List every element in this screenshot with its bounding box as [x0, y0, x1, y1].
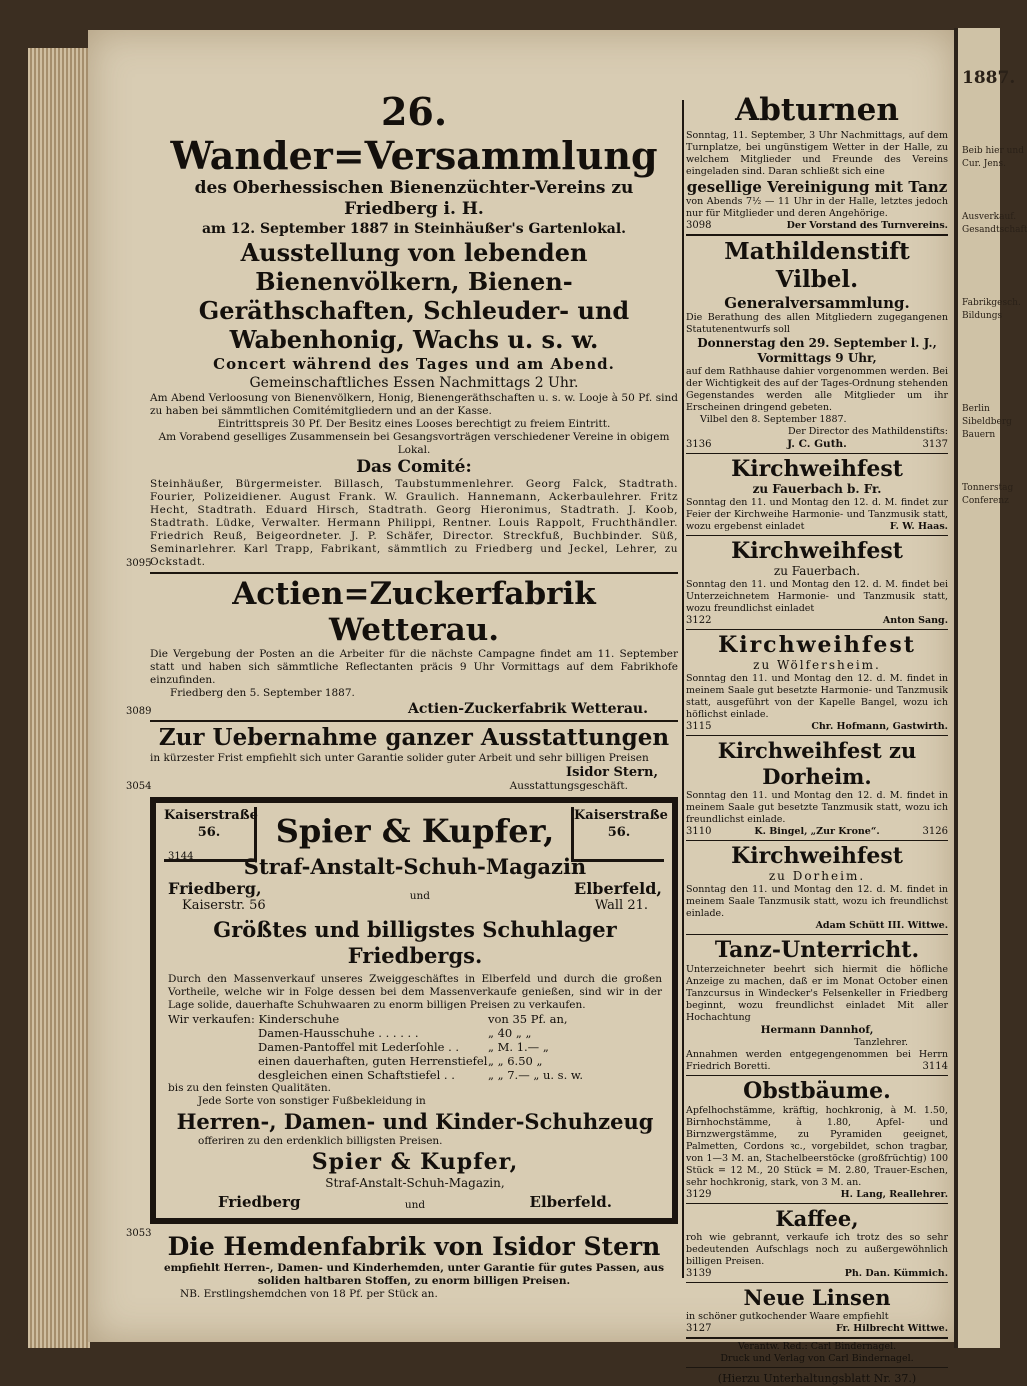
ad-place: zu Fauerbach.	[773, 564, 861, 578]
next-page-fragment: Tonnerstag	[962, 483, 1014, 493]
ad-headline: Kaffee,	[775, 1206, 859, 1231]
ad-line: des Oberhessischen Bienenzüchter-Vereins zu Friedberg i. H.	[194, 178, 634, 219]
price-row	[168, 1012, 662, 1026]
ad-headline: Die Hemdenfabrik von Isidor Stern	[167, 1232, 661, 1261]
divider	[686, 234, 948, 236]
price-value: „ M. 1.— „	[488, 1040, 549, 1054]
ad-text: in kürzester Frist empfiehlt sich unter Garantie solider guter Arbeit und sehr billigen Preisen	[150, 752, 649, 764]
ad-headline: Kirchweihfest zu Dorheim.	[717, 738, 917, 789]
left-column	[126, 89, 678, 1301]
next-page-fragment: Beib hier und	[962, 146, 1024, 156]
divider	[686, 1337, 948, 1339]
imprint	[686, 1341, 948, 1386]
ad-headline: Kirchweihfest	[731, 538, 903, 564]
ad-kaffee	[686, 1206, 948, 1280]
next-page-fragment: Cur. Jens.	[962, 159, 1006, 169]
address-frame	[164, 807, 257, 862]
price-item: desgleichen einen Schaftstiefel . .	[258, 1068, 455, 1082]
divider	[150, 720, 678, 722]
ad-subheadline: Ausstellung von lebenden Bienenvölkern, Bienen-Geräthschaften, Schleuder- und Wabenhonig, Wachs u. s. w.	[198, 238, 630, 354]
ad-subheadline: Herren-, Damen- und Kinder-Schuhzeug	[176, 1109, 654, 1134]
ad-spier-kupfer	[150, 797, 678, 1224]
ad-text: offeriren zu den erdenklich billigsten Preisen.	[198, 1135, 443, 1147]
city-left: Friedberg	[218, 1193, 301, 1211]
price-row	[168, 1026, 662, 1040]
address-label: Kaiserstraße	[574, 808, 668, 823]
ad-text: von Abends 7½ — 11 Uhr in der Halle, letztes jedoch nur für Mitglieder und deren Angehörige.	[686, 196, 948, 219]
supplement-note: (Hierzu Unterhaltungsblatt Nr. 37.)	[717, 1372, 917, 1385]
next-page-fragment: Fabrikgesch.	[962, 298, 1021, 308]
ad-headline: Abturnen	[735, 92, 899, 128]
ad-text: Ausstattungsgeschäft.	[509, 780, 628, 792]
divider	[150, 572, 678, 574]
ad-number: 3139	[686, 1268, 712, 1279]
address-left: Kaiserstr. 56	[182, 898, 266, 913]
next-page-fragment: Bildungs	[962, 311, 1003, 321]
ad-text: Am Abend Verloosung von Bienenvölkern, Honig, Bienengeräthschaften u. s. w. Looje à 50 Pf. sind zu haben bei sämmtlichen Comitémitgliedern und an der Kasse.	[150, 392, 678, 417]
imprint-print: Druck und Verlag von Carl Bindernagel.	[720, 1353, 914, 1364]
ad-number: 3144	[168, 851, 194, 862]
ad-text: Durch den Massenverkauf unseres Zweiggeschäftes in Elberfeld und durch die großen Vortheile, welche wir in Folge dessen bei dem Massenverkaufe genießen, sind wir in der Lage solide, dauerhafte Schuhwaaren zu enorm billigen Preisen zu verkaufen.	[168, 973, 662, 1011]
ad-hemdenfabrik	[126, 1228, 678, 1301]
divider	[686, 629, 948, 630]
address-number: 56.	[607, 825, 631, 840]
ad-mathildenstift	[686, 238, 948, 451]
ad-zuckerfabrik	[126, 576, 678, 718]
ad-signature: Der Vorstand des Turnvereins.	[786, 220, 948, 231]
next-page-fragment: Sibeldberg	[962, 417, 1012, 427]
ad-headline: Kirchweihfest	[731, 456, 903, 482]
price-row	[168, 1040, 662, 1054]
ad-headline: Actien=Zuckerfabrik Wetterau.	[232, 576, 596, 648]
price-value: von 35 Pf. an,	[488, 1012, 568, 1026]
ad-place: zu Wölfersheim.	[753, 658, 881, 672]
address-number: 56.	[197, 825, 221, 840]
ad-text: in schöner gutkochender Waare empfiehlt	[686, 1311, 889, 1322]
ad-number: 3098	[686, 220, 712, 231]
price-row	[168, 1054, 662, 1068]
ad-number: 3136	[686, 439, 712, 450]
ad-headline: 26. Wander=Versammlung	[170, 89, 658, 178]
price-item: Damen-Pantoffel mit Lederſohle . .	[258, 1040, 460, 1054]
price-item: Damen-Hausschuhe . . . . . .	[258, 1026, 419, 1040]
ad-text: Tanzlehrer.	[854, 1037, 908, 1048]
ad-text: Sonntag den 11. und Montag den 12. d. M. findet in meinem Saale gut besetzte Tanzmusik statt, wozu ich freundlichst einlade.	[686, 790, 948, 825]
ad-subheadline: gesellige Vereinigung mit Tanz	[686, 178, 948, 196]
ad-text: Am Vorabend geselliges Zusammensein bei Gesangsvorträgen verschiedener Vereine in obigem Lokal.	[158, 431, 670, 456]
ad-text: Eintrittspreis 30 Pf. Der Besitz eines Looses berechtigt zu freiem Eintritt.	[217, 418, 611, 430]
ad-number: 3115	[686, 721, 712, 732]
next-page-fragment: Gesandtschaft	[962, 225, 1027, 235]
ad-place: zu Fauerbach b. Fr.	[752, 482, 882, 496]
ad-number: 3110	[686, 826, 712, 837]
ad-headline: Zur Uebernahme ganzer Ausstattungen	[158, 724, 670, 751]
ad-subheadline: Straf-Anstalt-Schuh-Magazin	[243, 854, 587, 879]
ad-text: Steinhäußer, Bürgermeister. Billasch, Taubstummenlehrer. Georg Falck, Stadtrath. Fourier, Polizeidiener. August Frank. W. Graulich. Hannemann, Ackerbaulehrer. Fritz Hecht, Stadtrath. Eduard Hirsch, Stadtrath. Georg Hieronimus, Stadtrath. J. Koob, Stadtrath. Lüdke, Verwalter. Hermann Philippi, Rentner. Louis Rappolt, Fruchthändler. Friedrich Reuß, Beigeordneter. J. P. Schäfer, Director. Streckfuß, Buchbinder. Süß, Seminarlehrer. Karl Trapp, Fabrikant, sämmtlich zu Friedberg und Jeckel, Lehrer, zu Ockstadt.	[150, 478, 678, 568]
divider	[686, 735, 948, 736]
ad-signature: Actien-Zuckerfabrik Wetterau.	[408, 701, 648, 717]
divider	[686, 840, 948, 841]
next-page-fragment: Bauern	[962, 430, 996, 440]
ad-text: Unterzeichneter beehrt sich hiermit die höfliche Anzeige zu machen, daß er im Monat October einen Tanzcursus in Windecker's Felsenkeller in Friedberg beginnt, wozu freundlichst einladet Mit aller Hochachtung	[686, 964, 948, 1023]
next-page-year: 1887.	[962, 68, 1016, 88]
ad-kirchweihfest-woelfersheim	[686, 632, 948, 733]
ad-signature: K. Bingel, „Zur Krone“.	[754, 826, 880, 837]
ad-headline: Neue Linsen	[743, 1285, 891, 1310]
ad-signature: H. Lang, Reallehrer.	[840, 1189, 948, 1200]
ad-number: 3122	[686, 615, 712, 626]
ad-text: Vilbel den 8. September 1887.	[700, 414, 847, 425]
ad-text: empfiehlt Herren-, Damen- und Kinderhemden, unter Garantie für gutes Passen, aus soliden haltbaren Stoffen, zu enorm billigen Preisen.	[163, 1262, 665, 1287]
ad-text: Friedberg den 5. September 1887.	[170, 687, 355, 699]
ad-text: Sonntag den 11. und Montag den 12. d. M. findet in meinem Saale gut besetzte Harmonie- und Tanzmusik statt, ausgeführt von der Kapelle Bangel, wozu ich höflichst einlade.	[686, 673, 948, 720]
divider	[686, 1203, 948, 1204]
ad-signature: Spier & Kupfer,	[311, 1149, 519, 1175]
ad-number: 3127	[686, 1323, 712, 1334]
ad-ausstattungen	[126, 724, 678, 793]
ad-signature: Chr. Hofmann, Gastwirth.	[811, 721, 948, 732]
ad-neue-linsen	[686, 1285, 948, 1335]
ad-number: 3089	[126, 706, 152, 717]
price-value: „ „ 7.— „ u. s. w.	[488, 1068, 584, 1082]
divider	[686, 934, 948, 935]
price-intro: Wir verkaufen: Kinderschuhe	[168, 1012, 340, 1026]
ad-text: roh wie gebrannt, verkaufe ich trotz des so sehr bedeutenden Aufschlags noch zu außergewöhnlich billigen Preisen.	[686, 1232, 948, 1267]
ad-headline: Mathildenstift Vilbel.	[724, 238, 910, 293]
column-rule	[682, 100, 684, 1278]
ad-text: bis zu den feinsten Qualitäten.	[168, 1082, 331, 1094]
ad-text: Sonntag den 11. und Montag den 12. d. M. findet zur Feier der Kirchweihe Harmonie- und Tanzmusik statt, wozu ergebenst einladet	[686, 497, 948, 532]
ad-kirchweihfest-fauerbach-bfr	[686, 456, 948, 533]
and-text: und	[409, 889, 430, 902]
ad-signature: F. W. Haas.	[889, 521, 948, 532]
address-right: Wall 21.	[594, 898, 648, 913]
ad-place: zu Dorheim.	[768, 869, 866, 883]
price-row	[168, 1068, 662, 1082]
ad-number: 3095	[126, 558, 152, 569]
ad-text: Annahmen werden entgegengenommen bei Herrn Friedrich Boretti.	[686, 1049, 948, 1072]
next-page-fragment: Berlin	[962, 404, 990, 414]
ad-text: auf dem Rathhause dahier vorgenommen werden. Bei der Wichtigkeit des auf der Tages-Ordnung stehenden Gegenstandes werden alle Mitglieder um ihr Erscheinen dringend gebeten.	[686, 366, 948, 413]
city-left: Friedberg,	[168, 879, 262, 898]
address-frame	[571, 807, 668, 862]
divider	[686, 453, 948, 454]
ad-abturnen	[686, 90, 948, 232]
ad-wander-versammlung	[126, 89, 678, 570]
divider	[686, 1075, 948, 1076]
next-page-fragment: Ausverkauf.	[962, 212, 1017, 222]
ad-kirchweihfest-fauerbach	[686, 538, 948, 627]
ad-number: 3129	[686, 1189, 712, 1200]
ad-number: 3053	[126, 1228, 152, 1239]
ad-text: Die Vergebung der Posten an die Arbeiter für die nächste Campagne findet am 11. September statt und haben sich sämmtliche Reflectanten präcis 9 Uhr Vormittags auf dem Fabrikhofe einzufinden.	[150, 648, 678, 686]
price-value: „ 40 „ „	[488, 1026, 532, 1040]
page-edges	[28, 48, 90, 1348]
city-right: Elberfeld.	[529, 1193, 612, 1211]
price-value: „ „ 6.50 „	[488, 1054, 543, 1068]
ad-subheadline: Das Comité:	[356, 457, 472, 477]
ad-line: Gemeinschaftliches Essen Nachmittags 2 Uhr.	[249, 375, 579, 391]
ad-tanz-unterricht	[686, 937, 948, 1073]
right-column	[686, 90, 948, 1386]
divider	[686, 1367, 948, 1368]
ad-text: Die Berathung des allen Mitgliedern zugegangenen Statutenentwurfs soll	[686, 312, 948, 335]
city-right: Elberfeld,	[574, 879, 662, 898]
divider	[686, 535, 948, 536]
ad-text: Sonntag den 11. und Montag den 12. d. M. findet in meinem Saale Tanzmusik statt, wozu ich freundlichst einlade.	[686, 884, 948, 919]
ad-signature: J. C. Guth.	[787, 438, 847, 450]
ad-text: Sonntag, 11. September, 3 Uhr Nachmittags, auf dem Turnplatze, bei ungünstigem Wetter in der Halle, zu welchem Mitglieder und Freunde des Vereins eingeladen sind. Daran schließt sich eine	[686, 130, 948, 177]
ad-date: Donnerstag den 29. September l. J., Vormittags 9 Uhr,	[697, 336, 937, 365]
next-page-fragment: Conferenz	[962, 496, 1009, 506]
ad-slogan: Größtes und billigstes Schuhlager Friedbergs.	[213, 917, 617, 968]
ad-line: am 12. September 1887 in Steinhäußer's Gartenlokal.	[201, 221, 627, 237]
ad-signature: Adam Schütt III. Wittwe.	[815, 920, 948, 931]
price-item: einen dauerhaften, guten Herrenstiefel	[258, 1054, 488, 1068]
ad-headline: Kirchweihfest	[731, 843, 903, 869]
ad-headline: Kirchweihfest	[718, 632, 916, 658]
ad-number: 3114	[922, 1061, 948, 1072]
ad-headline: Obstbäume.	[743, 1078, 891, 1104]
ad-text: Der Director des Mathildenstifts:	[787, 426, 948, 437]
ad-line: Concert während des Tages und am Abend.	[213, 355, 615, 373]
ad-kirchweihfest-dorheim	[686, 738, 948, 838]
next-page-edge	[958, 28, 1027, 1348]
ad-number: 3137	[922, 439, 948, 450]
ad-headline: Tanz-Unterricht.	[714, 937, 920, 963]
ad-signature: Hermann Dannhof,	[760, 1024, 874, 1036]
ad-text: Jede Sorte von sonstiger Fußbekleidung in	[198, 1095, 426, 1107]
ad-text: Straf-Anstalt-Schuh-Magazin,	[325, 1176, 505, 1190]
price-list	[168, 1012, 662, 1082]
and-text: und	[404, 1199, 426, 1211]
ad-number: 3126	[922, 826, 948, 837]
ad-subheadline: Generalversammlung.	[724, 294, 910, 312]
address-label: Kaiserstraße	[164, 808, 258, 823]
ad-signature: Isidor Stern,	[566, 765, 658, 780]
ad-number: 3054	[126, 781, 152, 792]
ad-signature: Anton Sang.	[882, 615, 948, 626]
ad-obstbaeume	[686, 1078, 948, 1201]
ad-signature: Fr. Hilbrecht Wittwe.	[835, 1323, 948, 1334]
ad-kirchweihfest-dorheim-2	[686, 843, 948, 932]
ad-signature: Ph. Dan. Kümmich.	[844, 1268, 948, 1279]
imprint-editor: Verantw. Red.: Carl Bindernagel.	[737, 1341, 897, 1352]
ad-note: NB. Erstlingshemdchen von 18 Pf. per Stück an.	[180, 1288, 438, 1300]
ad-text: Sonntag den 11. und Montag den 12. d. M. findet bei Unterzeichnetem Harmonie- und Tanzmusik statt, wozu freundlichst einladet	[686, 579, 948, 614]
divider	[686, 1282, 948, 1283]
ad-text: Apfelhochstämme, kräftig, hochkronig, à M. 1.50, Birnhochstämme, à 1.80, Apfel- und Birnzwergstämme, zu Pyramiden geeignet, Palmetten, Cordons ꝛc., vorgebildet, schon tragbar, von 1—3 M. an, Stachelbeerstöcke (großfrüchtig) 100 Stück = 12 M., 20 Stück = M. 2.80, Trauer-Eschen, sehr hochkronig, stark, von 3 M. an.	[686, 1105, 948, 1188]
ad-headline: Spier & Kupfer,	[275, 812, 555, 850]
